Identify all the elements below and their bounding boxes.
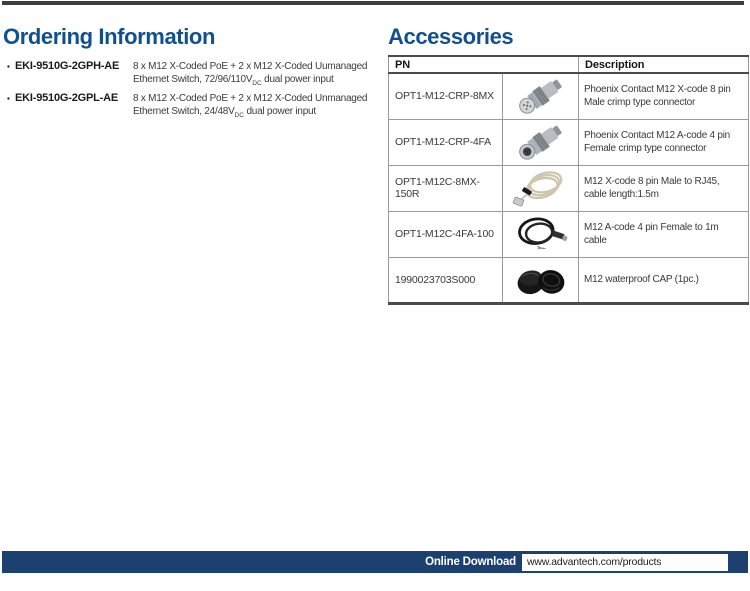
description-line1: 8 x M12 X-Coded PoE + 2 x M12 X-Coded Unmanaged: [133, 93, 368, 104]
product-photo-cell: [503, 257, 579, 303]
top-divider: [2, 1, 744, 5]
m12-female-cable-photo: [511, 213, 571, 255]
ordering-list: [3, 60, 375, 122]
table-row: [389, 119, 749, 165]
footer-bar: [2, 551, 748, 573]
product-photo-cell: [503, 211, 579, 257]
description-cell: M12 A-code 4 pin Female to 1m cable: [579, 211, 749, 257]
pn-cell: OPT1-M12C-4FA-100: [389, 211, 503, 257]
column-header-pn: PN: [389, 56, 579, 73]
model-description: [133, 92, 373, 122]
dc-subscript: DC: [252, 80, 262, 87]
ordering-item: [3, 60, 375, 90]
m12-x-code-male-connector-photo: [511, 75, 571, 117]
product-photo-cell: [503, 119, 579, 165]
section-title-ordering-information: Ordering Information: [3, 24, 216, 49]
ordering-information-section: [3, 24, 375, 124]
description-line1: 8 x M12 X-Coded PoE + 2 x M12 X-Coded Uumanaged: [133, 61, 368, 72]
accessories-table: [388, 55, 749, 305]
table-header-row: [389, 56, 749, 73]
m12-a-code-female-connector-photo: [511, 121, 571, 163]
model-description: [133, 60, 373, 90]
section-title-accessories: Accessories: [388, 24, 514, 49]
product-photo-cell: [503, 73, 579, 119]
model-number: EKI-9510G-2GPL-AE: [15, 92, 118, 104]
ordering-item: [3, 92, 375, 122]
dc-subscript: DC: [234, 112, 244, 119]
model-number: EKI-9510G-2GPH-AE: [15, 60, 120, 72]
bullet-icon: ▪: [7, 94, 10, 103]
pn-cell: 1990023703S000: [389, 257, 503, 303]
pn-cell: OPT1-M12-CRP-8MX: [389, 73, 503, 119]
table-row: [389, 257, 749, 303]
description-cell: Phoenix Contact M12 A-code 4 pin Female crimp type connector: [579, 119, 749, 165]
download-url[interactable]: www.advantech.com/products: [522, 554, 728, 571]
m12-to-rj45-cable-photo: [511, 167, 571, 209]
description-line2: Ethernet Switch, $24/48V_{DC}$ dual power input: [133, 106, 316, 119]
bullet-icon: ▪: [7, 62, 10, 71]
table-row: [389, 165, 749, 211]
pn-cell: OPT1-M12C-8MX-150R: [389, 165, 503, 211]
product-photo-cell: [503, 165, 579, 211]
description-line2: Ethernet Switch, $72/96/110V_{DC}$ dual power input: [133, 74, 334, 87]
pn-cell: OPT1-M12-CRP-4FA: [389, 119, 503, 165]
description-cell: Phoenix Contact M12 X-code 8 pin Male crimp type connector: [579, 73, 749, 119]
table-row: [389, 211, 749, 257]
online-download-label: Online Download: [425, 556, 516, 568]
description-cell: M12 X-code 8 pin Male to RJ45, cable length:1.5m: [579, 165, 749, 211]
table-row: [389, 73, 749, 119]
accessories-section: [388, 24, 748, 305]
m12-waterproof-caps-photo: [511, 259, 571, 301]
description-cell: M12 waterproof CAP (1pc.): [579, 257, 749, 303]
column-header-description: Description: [579, 56, 749, 73]
